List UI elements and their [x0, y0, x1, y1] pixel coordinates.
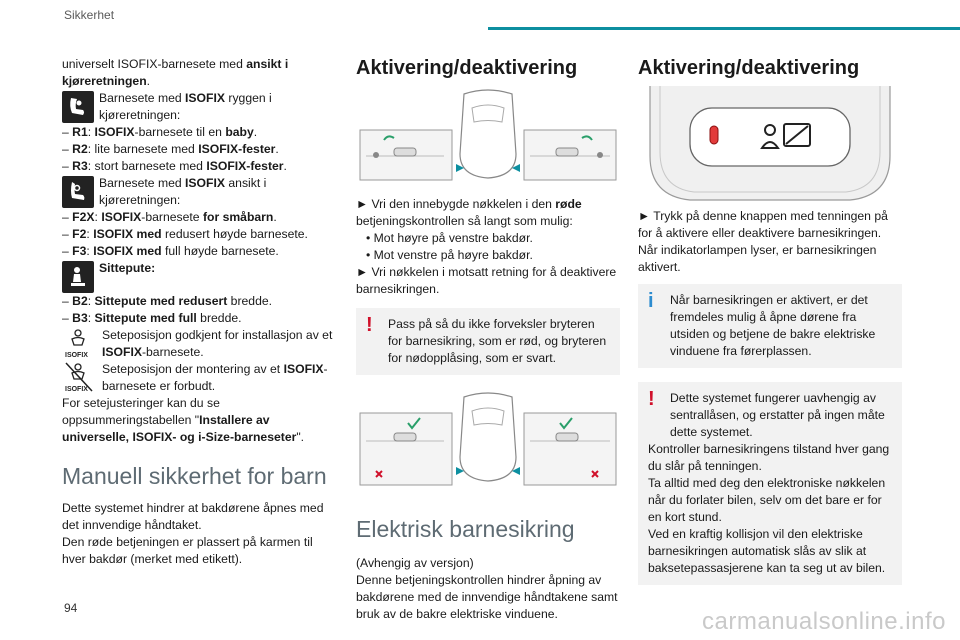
- accent-bar: [488, 27, 960, 30]
- booster-item: – B3: Sittepute med full bredde.: [62, 311, 242, 325]
- electric-child-lock-title: Elektrisk barnesikring: [356, 516, 575, 542]
- warning-box: ! Pass på så du ikke forveksler bryteren for barnesikring, som er rød, og bryteren for nødopplåsing, som er svart.: [356, 308, 620, 375]
- electric-lock-button-figure: [638, 86, 902, 204]
- forward-facing-seat-icon: [62, 176, 94, 208]
- manual-child-lock-title: Manuell sikkerhet for barn: [62, 463, 327, 489]
- rear-item: – R2: lite barnesete med ISOFIX-fester.: [62, 142, 279, 156]
- page-header: [0, 0, 960, 30]
- bullet-item: • Mot høyre på venstre bakdør.: [366, 231, 533, 245]
- forward-facing-row: Barnesete med ISOFIX ansikt i kjøreretningen:: [62, 175, 334, 209]
- rear-item: – R1: ISOFIX-barnesete til en baby.: [62, 125, 258, 139]
- svg-text:ISOFIX: ISOFIX: [65, 352, 88, 359]
- rear-item: – R3: stort barnesete med ISOFIX-fester.: [62, 159, 287, 173]
- isofix-intro: universelt ISOFIX-barnesete med ansikt i kjøreretningen.: [62, 57, 289, 88]
- info-box: i Når barnesikringen er aktivert, er det fremdeles mulig å åpne dørene fra utsiden og betjene de bakre elektriske vinduene fra førerplassen.: [638, 284, 902, 368]
- warning-icon: !: [366, 314, 373, 336]
- booster-item: – B2: Sittepute med redusert bredde.: [62, 294, 273, 308]
- isofix-forbidden-row: ISOFIX Seteposisjon der montering av et ISOFIX-barnesete er forbudt.: [62, 361, 334, 395]
- electric-step: ► Trykk på denne knappen med tenningen på for å aktivere eller deaktivere barnesikringen.: [638, 209, 888, 240]
- warning-icon: !: [648, 388, 655, 410]
- front-item: – F2X: ISOFIX-barnesete for småbarn.: [62, 210, 277, 224]
- booster-seat-icon: [62, 261, 94, 293]
- column-middle: [356, 56, 620, 623]
- rear-facing-seat-icon: [62, 91, 94, 123]
- watermark: carmanualsonline.info: [702, 608, 946, 635]
- step-turn-key: ► Vri den innebygde nøkkelen i den røde betjeningskontrollen så langt som mulig:: [356, 197, 582, 228]
- step-deactivate: ► Vri nøkkelen i motsatt retning for å deaktivere barnesikringen.: [356, 265, 617, 296]
- svg-text:ISOFIX: ISOFIX: [65, 386, 88, 393]
- isofix-allowed-row: ISOFIX Seteposisjon godkjent for installasjon av et ISOFIX-barnesete.: [62, 327, 334, 361]
- isofix-allowed-icon: [62, 327, 98, 359]
- electric-indicator-note: Når indikatorlampen lyser, er barnesikringen aktivert.: [638, 243, 877, 274]
- column-right: [638, 56, 902, 585]
- electric-text: Denne betjeningskontrollen hindrer åpning av bakdørene med de innvendige håndtakene samt bruk av de bakre elektriske vinduene.: [356, 573, 618, 621]
- activation-heading-1: Aktivering/deaktivering: [356, 57, 578, 79]
- isofix-forbidden-icon: [62, 361, 98, 393]
- front-item: – F3: ISOFIX med full høyde barnesete.: [62, 244, 279, 258]
- manual-lock-figure-activate: [356, 88, 620, 188]
- booster-row: Sittepute:: [62, 260, 334, 293]
- warning-box-electric: ! Dette systemet fungerer uavhengig av sentrallåsen, og erstatter på ingen måte dette systemet. Kontroller barnesikringens tilstand hver gang du slår på tenningen. Ta alltid med deg den elektroniske nøkkelen når du forlater bilen, selv om det bare er for en kort stund. Ved en kraftig kollisjon vil den elektriske barnesikringen automatisk slås av slik at baksetepassasjerene kan ta seg ut av bilen.: [638, 382, 902, 585]
- section-label: Sikkerhet: [64, 8, 115, 22]
- activation-heading-2: Aktivering/deaktivering: [638, 57, 860, 79]
- electric-version-note: (Avhengig av versjon): [356, 556, 474, 570]
- page-number: 94: [64, 601, 78, 615]
- column-left: [62, 56, 334, 568]
- manual-text-1: Dette systemet hindrer at bakdørene åpnes med det innvendige håndtaket.: [62, 501, 324, 532]
- manual-text-2: Den røde betjeningen er plassert på karmen til hver bakdør (merket med etikett).: [62, 535, 313, 566]
- manual-lock-figure-deactivate: [356, 391, 620, 491]
- info-icon: i: [648, 290, 654, 312]
- bullet-item: • Mot venstre på høyre bakdør.: [366, 248, 533, 262]
- front-item: – F2: ISOFIX med redusert høyde barnesete.: [62, 227, 308, 241]
- seat-adjust-note: For setejusteringer kan du se oppsummeringstabellen "Installere av universelle, ISOFIX- og i-Size-barneseter".: [62, 396, 305, 444]
- rear-facing-row: Barnesete med ISOFIX ryggen i kjøreretningen:: [62, 90, 334, 124]
